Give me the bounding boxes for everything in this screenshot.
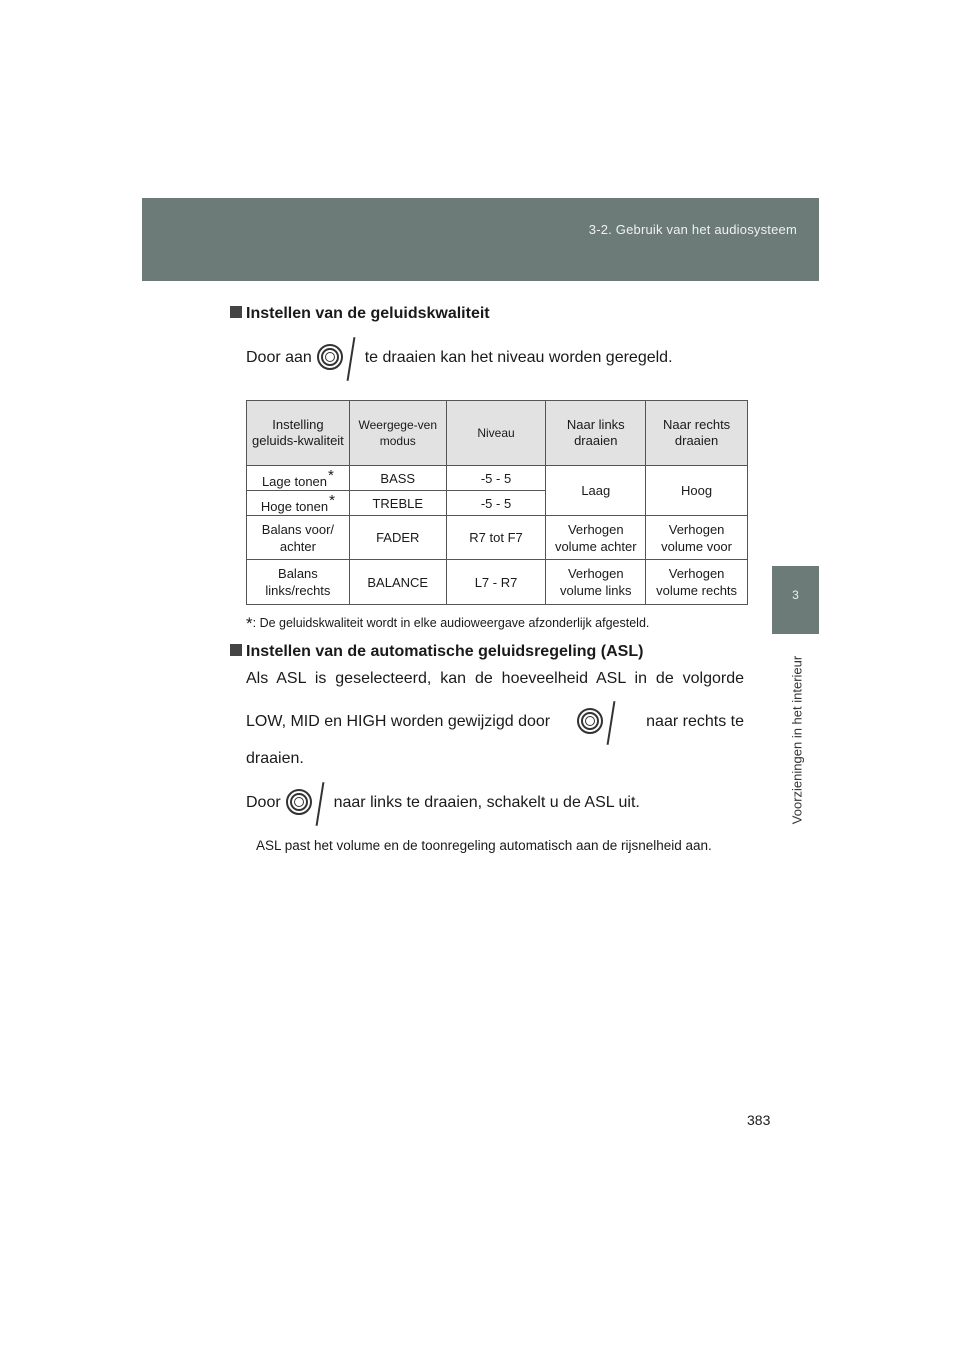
table-cell: BALANCE [349,560,446,605]
table-cell: Verhogen volume achter [546,516,646,560]
table-cell: Hoog [646,466,748,516]
table-cell: Verhogen volume voor [646,516,748,560]
sound-heading: Instellen van de geluidskwaliteit [230,305,490,323]
table-cell: Verhogen volume links [546,560,646,605]
asl-note: ASL past het volume en de toonregeling automatisch aan de rijsnelheid aan. [256,838,712,853]
table-cell: Laag [546,466,646,516]
table-header: Naar rechts draaien [646,401,748,466]
table-cell: FADER [349,516,446,560]
table-header: Naar links draaien [546,401,646,466]
asl-heading: Instellen van de automatische geluidsregeling (ASL) [230,643,643,661]
sound-settings-table [246,400,748,605]
table-row [247,516,748,560]
chapter-label-text: Voorzieningen in het interieur [789,655,805,825]
asl-text-line: Als ASL is geselecteerd, kan de hoeveelheid ASL in de volgorde [246,670,744,687]
tune-knob-icon [285,784,329,822]
table-cell: TREBLE [349,491,446,516]
table-header: Instelling geluids-kwaliteit [247,401,350,466]
table-row [247,560,748,605]
chapter-number: 3 [792,588,799,602]
asl-text-line: draaien. [246,750,304,767]
table-footnote: *: De geluidskwaliteit wordt in elke audioweergave afzonderlijk afgesteld. [246,614,650,633]
asl-text-line: Door naar links te draaien, schakelt u de ASL uit. [246,782,640,824]
sound-intro: Door aan te draaien kan het niveau worden geregeld. [246,338,673,378]
section-header [142,198,819,281]
page-number: 383 [747,1112,771,1128]
table-cell: Balans links/rechts [247,560,350,605]
table-cell: R7 tot F7 [446,516,546,560]
square-bullet-icon [230,644,242,656]
table-cell: Hoge tonen* [247,491,350,516]
section-title: 3-2. Gebruik van het audiosysteem [588,222,797,237]
table-cell: L7 - R7 [446,560,546,605]
table-row [247,466,748,491]
table-cell: -5 - 5 [446,466,546,491]
table-cell: Lage tonen* [247,466,350,491]
table-cell: -5 - 5 [446,491,546,516]
table-cell: Balans voor/ achter [247,516,350,560]
asl-text-line: LOW, MID en HIGH worden gewijzigd door naar rechts te [246,700,744,744]
chapter-tab [772,566,819,634]
tune-knob-icon [316,339,360,377]
table-header: Niveau [446,401,546,466]
tune-knob-icon [576,703,620,741]
table-header: Weergege-ven modus [349,401,446,466]
table-header-row [247,401,748,466]
square-bullet-icon [230,306,242,318]
chapter-label [783,645,811,835]
table-cell: Verhogen volume rechts [646,560,748,605]
table-cell: BASS [349,466,446,491]
